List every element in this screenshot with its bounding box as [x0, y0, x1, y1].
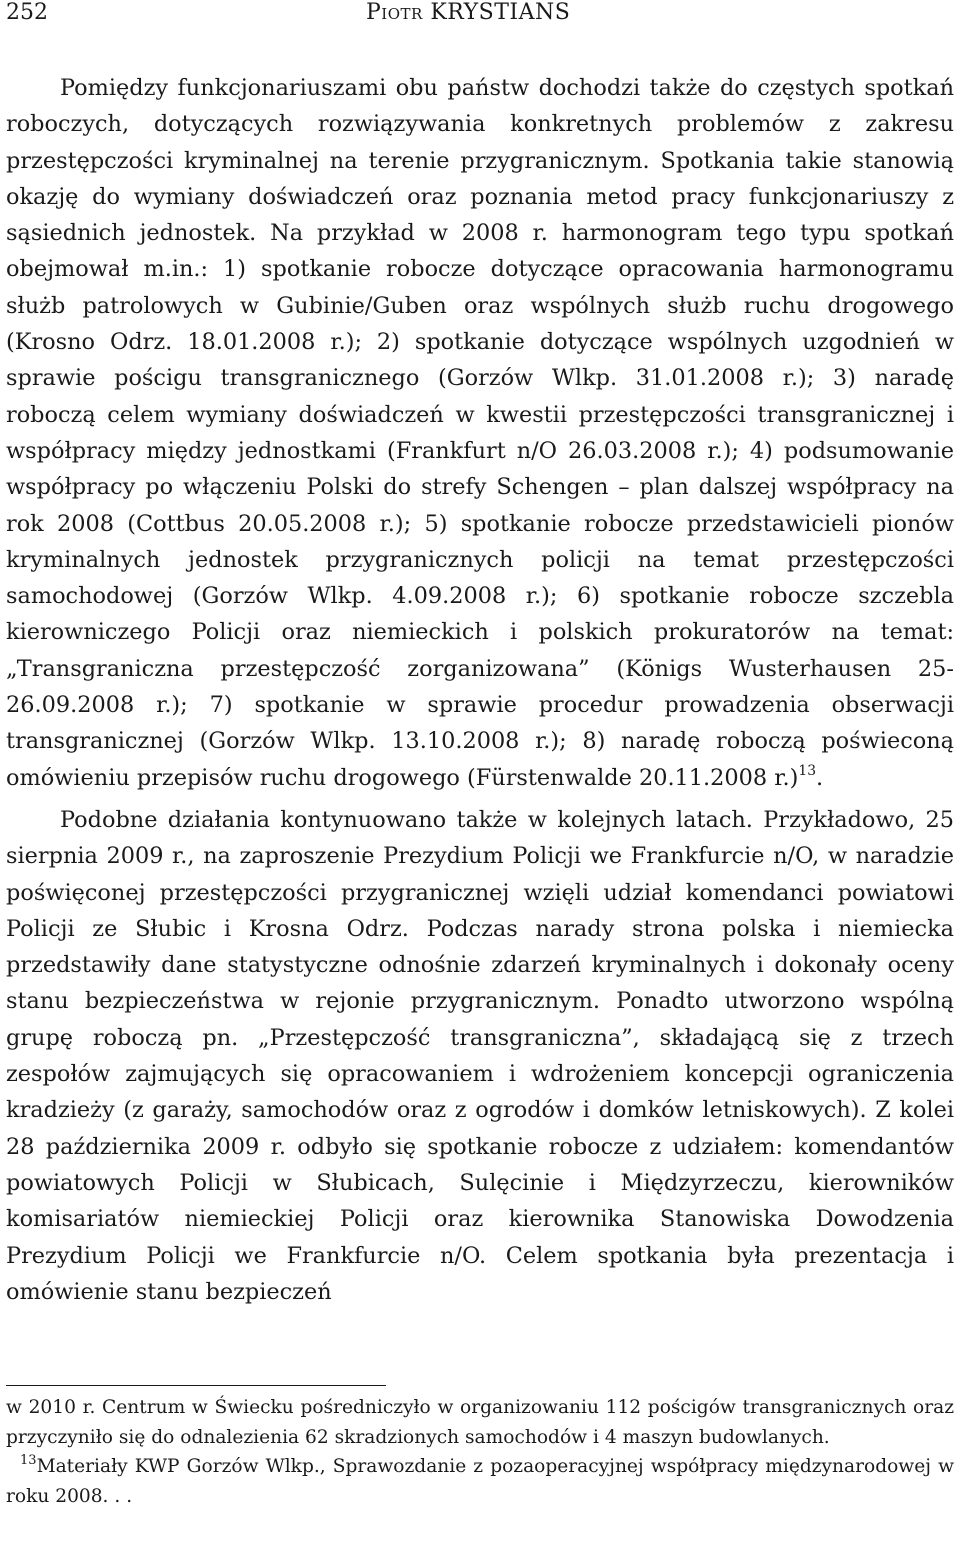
footnote-13: [6, 1452, 954, 1511]
running-title: Piotr KRYSTIANS: [366, 0, 571, 25]
paragraph-text: Pomiędzy funkcjonariuszami obu państw dochodzi także do częstych spotkań roboczych, dotyczących rozwiązywania konkretnych problemów z zakresu przestępczości kryminalnej na terenie przygranicznym. Spotkania takie stanowią okazję do wymiany doświadczeń oraz poznania metod pracy funkcjonariuszy z sąsiednich jednostek. Na przykład w 2008 r. harmonogram tego typu spotkań obejmował m.in.: 1) spotkanie robocze dotyczące opracowania harmonogramu służb patrolowych w Gubinie/Guben oraz wspólnych służb ruchu drogowego (Krosno Odrz. 18.01.2008 r.); 2) spotkanie dotyczące wspólnych uzgodnień w sprawie pościgu transgranicznego (Gorzów Wlkp. 31.01.2008 r.); 3) naradę roboczą celem wymiany doświadczeń w kwestii przestępczości transgranicznej i współpracy między jednostkami (Frankfurt n/O 26.03.2008 r.); 4) podsumowanie współpracy po włączeniu Polski do strefy Schengen – plan dalszej współpracy na rok 2008 (Cottbus 20.05.2008 r.); 5) spotkanie robocze przedstawicieli pionów kryminalnych jednostek przygranicznych policji na temat przestępczości samochodowej (Gorzów Wlkp. 4.09.2008 r.); 6) spotkanie robocze szczebla kierowniczego Policji oraz niemieckich i polskich prokuratorów na temat: „Transgraniczna przestępczość zorganizowana” (Königs Wusterhausen 25-26.09.2008 r.); 7) spotkanie w sprawie procedur prowadzenia obserwacji transgranicznej (Gorzów Wlkp. 13.10.2008 r.); 8) naradę roboczą poświeconą omówieniu przepisów ruchu drogowego (Fürstenwalde 20.11.2008 r.): [6, 75, 954, 791]
running-header: [6, 0, 954, 28]
paragraph-text: Podobne działania kontynuowano także w kolejnych latach. Przykładowo, 25 sierpnia 2009 r., na zaproszenie Prezydium Policji we Frankfurcie n/O, w naradzie poświęconej przestępczości przygranicznej wzięli udział komendanci powiatowi Policji ze Słubic i Krosna Odrz. Podczas narady strona polska i niemiecka przedstawiły dane statystyczne odnośnie zdarzeń kryminalnych i dokonały oceny stanu bezpieczeństwa w rejonie przygranicznym. Ponadto utworzono wspólną grupę roboczą pn. „Przestępczość transgraniczna”, składającą się z trzech zespołów zajmujących się opracowaniem i wdrożeniem koncepcji ograniczenia kradzieży (z garaży, samochodów oraz z ogrodów i domków letniskowych). Z kolei 28 października 2009 r. odbyło się spotkanie robocze z udziałem: komendantów powiatowych Policji w Słubicach, Sulęcinie i Międzyrzeczu, kierowników komisariatów niemieckiej Policji oraz kierownika Stanowiska Dowodzenia Prezydium Policji we Frankfurcie n/O. Celem spotkania była prezentacja i omówienie stanu bezpieczeń: [6, 806, 954, 1305]
footnote-continuation: w 2010 r. Centrum w Świecku pośredniczyło w organizowaniu 112 pościgów transgranicznych oraz przyczyniło się do odnalezienia 62 skradzionych samochodów i 4 maszyn budowlanych.: [6, 1397, 954, 1448]
paragraph-tail: .: [816, 764, 824, 791]
paragraph-meetings-2009: [6, 802, 954, 1310]
page-number: 252: [6, 0, 48, 25]
footnote-mark: 13: [20, 1452, 37, 1468]
footnotes: [6, 1393, 954, 1511]
body-text: [6, 70, 954, 1310]
paragraph-meetings-2008: [6, 70, 954, 796]
footnote-text: Materiały KWP Gorzów Wlkp., Sprawozdanie z pozaoperacyjnej współpracy międzynarodowej w roku 2008. . .: [6, 1456, 954, 1507]
footnote-separator: [6, 1385, 386, 1386]
footnote-reference-13[interactable]: 13: [798, 762, 817, 779]
